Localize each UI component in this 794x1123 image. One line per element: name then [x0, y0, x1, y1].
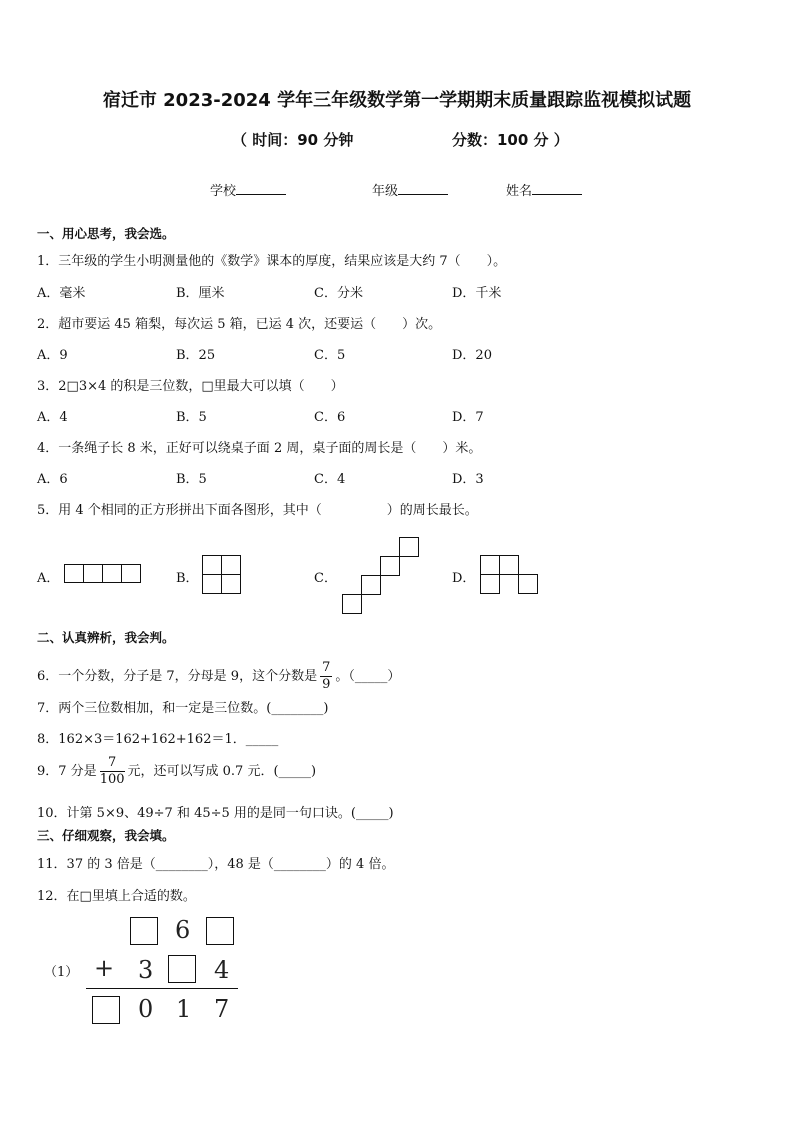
q6-text: 6．一个分数，分子是 7，分母是 9，这个分数是 [37, 669, 318, 684]
fraction-numerator: 7 [100, 755, 125, 772]
square [202, 555, 222, 575]
section-heading-2: 二、认真辨析，我会判。 [37, 630, 175, 645]
q5-option-a[interactable]: A． [37, 571, 60, 586]
square [480, 555, 500, 575]
question-3: 3．2□3×4 的积是三位数，□里最大可以填（ ） [37, 379, 344, 394]
digit: 3 [138, 956, 154, 984]
school-blank[interactable] [236, 180, 286, 195]
square [480, 574, 500, 594]
question-5: 5．用 4 个相同的正方形拼出下面各图形，其中（ ）的周长最长。 [37, 503, 478, 518]
q4-option-c[interactable]: C．4 [314, 472, 346, 487]
question-7: 7．两个三位数相加，和一定是三位数。(________) [37, 701, 329, 716]
answer-box[interactable] [92, 996, 120, 1024]
question-10: 10．计第 5×9、49÷7 和 45÷5 用的是同一句口诀。(_____) [37, 806, 394, 821]
square [83, 564, 103, 583]
square [121, 564, 141, 583]
question-2: 2．超市要运 45 箱梨，每次运 5 箱，已运 4 次，还要运（ ）次。 [37, 317, 442, 332]
digit: 1 [176, 995, 192, 1023]
square [102, 564, 122, 583]
q1-option-b[interactable]: B．厘米 [176, 286, 225, 301]
q6-answer-blank[interactable]: 。（_____） [335, 669, 401, 684]
page-title: 宿迁市 2023-2024 学年三年级数学第一学期期末质量跟踪监视模拟试题 [102, 90, 692, 111]
school-field [210, 180, 286, 199]
fraction-7-100 [100, 755, 125, 788]
name-field [506, 180, 582, 199]
exam-time: （ 时间：90 分钟 [232, 131, 354, 149]
grade-field [372, 180, 448, 199]
square [361, 575, 381, 595]
sum-line [86, 988, 238, 989]
digit: 6 [175, 916, 191, 944]
q2-option-b[interactable]: B．25 [176, 348, 216, 363]
grade-label: 年级 [372, 184, 399, 199]
exam-score: 分数：100 分 ） [452, 131, 569, 149]
name-label: 姓名 [506, 184, 533, 199]
q1-option-d[interactable]: D．千米 [452, 286, 502, 301]
name-blank[interactable] [532, 180, 582, 195]
grade-blank[interactable] [398, 180, 448, 195]
square [518, 574, 538, 594]
question-12: 12．在□里填上合适的数。 [37, 889, 196, 904]
question-8: 8．162×3＝162+162+162＝1．_____ [37, 732, 279, 747]
q1-option-a[interactable]: A．毫米 [37, 286, 86, 301]
square [399, 537, 419, 557]
q2-option-c[interactable]: C．5 [314, 348, 346, 363]
plus-sign: + [94, 954, 115, 982]
q3-option-a[interactable]: A．4 [37, 410, 68, 425]
q2-option-a[interactable]: A．9 [37, 348, 68, 363]
q9-answer-blank[interactable]: 元，还可以写成 0.7 元．(_____) [127, 764, 317, 779]
q1-option-c[interactable]: C．分米 [314, 286, 363, 301]
answer-box[interactable] [130, 917, 158, 945]
square [221, 555, 241, 575]
square [221, 574, 241, 594]
q3-option-c[interactable]: C．6 [314, 410, 346, 425]
q5-option-d[interactable]: D． [452, 571, 476, 586]
square [64, 564, 84, 583]
answer-box[interactable] [206, 917, 234, 945]
digit: 0 [138, 995, 154, 1023]
q5-option-b[interactable]: B． [176, 571, 199, 586]
q9-text: 9．7 分是 [37, 764, 97, 779]
section-heading-3: 三、仔细观察，我会填。 [37, 828, 175, 843]
digit: 7 [214, 995, 230, 1023]
q4-option-a[interactable]: A．6 [37, 472, 68, 487]
digit: 4 [214, 956, 230, 984]
sub-question-label: （1） [44, 965, 79, 980]
q3-option-b[interactable]: B．5 [176, 410, 207, 425]
question-11: 11．37 的 3 倍是（________），48 是（________）的 4 倍。 [37, 857, 395, 872]
question-6 [37, 660, 400, 693]
q3-option-d[interactable]: D．7 [452, 410, 484, 425]
fraction-numerator: 7 [322, 660, 331, 675]
q4-option-b[interactable]: B．5 [176, 472, 207, 487]
square [202, 574, 222, 594]
fraction-denominator: 9 [322, 677, 331, 692]
question-9 [37, 755, 316, 788]
school-label: 学校 [210, 184, 237, 199]
question-1: 1．三年级的学生小明测量他的《数学》课本的厚度，结果应该是大约 7（ ）。 [37, 254, 507, 269]
q2-option-d[interactable]: D．20 [452, 348, 492, 363]
fraction-7-9 [320, 660, 332, 693]
q5-option-c[interactable]: C． [314, 571, 337, 586]
section-heading-1: 一、用心思考，我会选。 [37, 226, 175, 241]
answer-box[interactable] [168, 955, 196, 983]
q4-option-d[interactable]: D．3 [452, 472, 484, 487]
square [499, 555, 519, 575]
square [342, 594, 362, 614]
fraction-denominator: 100 [99, 772, 125, 787]
question-4: 4．一条绳子长 8 米，正好可以绕桌子面 2 周，桌子面的周长是（ ）米。 [37, 441, 482, 456]
square [380, 556, 400, 576]
